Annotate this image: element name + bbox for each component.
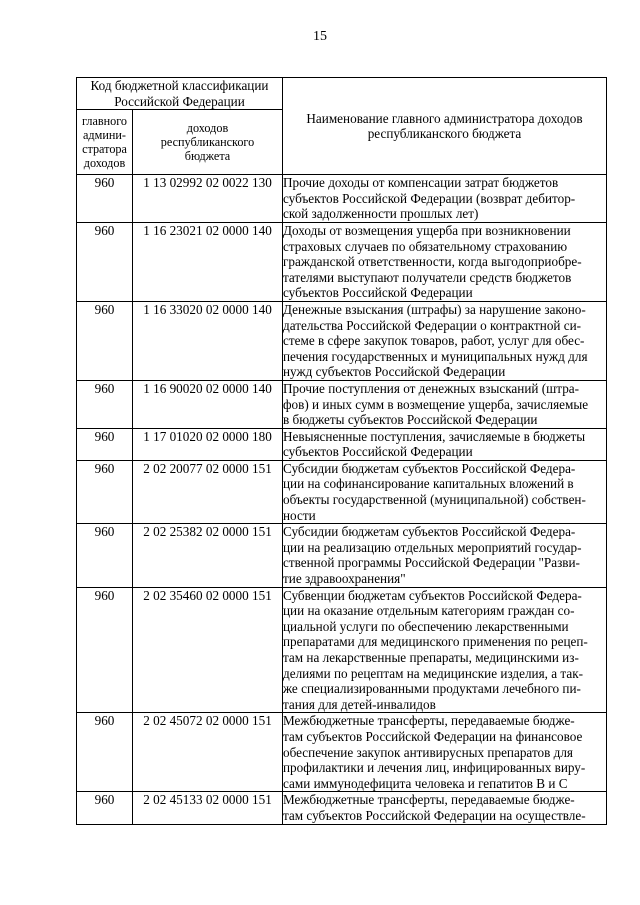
table-row (77, 587, 607, 713)
name-line: Межбюджетные трансферты, передаваемые бюдже- (283, 792, 575, 808)
name-line: страховых случаев по обязательному страхованию (283, 238, 568, 254)
name-line: нужд субъектов Российской Федерации (283, 364, 506, 380)
name-line: ственной программы Российской Федерации "Разви- (283, 555, 580, 571)
income-code-cell: 1 16 90020 02 0000 140 (133, 380, 283, 428)
name-line: тателями выступают получатели средств бюджетов (283, 269, 572, 285)
admin-code-cell: 960 (77, 222, 133, 301)
income-name-cell (283, 222, 607, 301)
income-name-cell (283, 587, 607, 713)
header-row-1 (77, 78, 607, 110)
name-line: субъектов Российской Федерации (283, 444, 473, 460)
name-line: гражданской ответственности, когда выгодоприобре- (283, 254, 582, 270)
name-line: ции на оказание отдельным категориям граждан со- (283, 603, 575, 619)
name-line: стеме в сфере закупок товаров, работ, услуг для обес- (283, 333, 585, 349)
income-name-cell (283, 428, 607, 460)
income-name-cell (283, 792, 607, 824)
name-line: тие здравоохранения" (283, 571, 406, 587)
name-line: циальной услуги по обеспечению лекарственными (283, 618, 569, 634)
income-name-cell (283, 713, 607, 792)
name-line: дательства Российской Федерации о контрактной си- (283, 317, 582, 333)
name-line: там субъектов Российской Федерации на осуществле- (283, 807, 586, 823)
header-income-column (133, 110, 283, 175)
name-line: Субсидии бюджетам субъектов Российской Федера- (283, 460, 576, 476)
header-line: Код бюджетной классификации (90, 78, 269, 93)
income-code-cell: 2 02 45072 02 0000 151 (133, 713, 283, 792)
header-group-budget-code (77, 78, 283, 110)
income-code-cell: 2 02 20077 02 0000 151 (133, 460, 283, 523)
income-name-cell (283, 460, 607, 523)
table-row (77, 792, 607, 824)
admin-code-cell: 960 (77, 380, 133, 428)
name-line: фов) и иных сумм в возмещение ущерба, зачисляемые (283, 396, 589, 412)
income-code-cell: 1 16 33020 02 0000 140 (133, 301, 283, 380)
name-line: субъектов Российской Федерации (283, 285, 473, 301)
table-row (77, 380, 607, 428)
income-code-cell: 1 17 01020 02 0000 180 (133, 428, 283, 460)
page-number: 15 (313, 29, 327, 44)
name-line: делиями по рецептам на медицинские изделия, а так- (283, 665, 584, 681)
table-row (77, 301, 607, 380)
admin-code-cell: 960 (77, 792, 133, 824)
name-line: Прочие поступления от денежных взысканий (штра- (283, 380, 580, 396)
name-line: Денежные взыскания (штрафы) за нарушение законо- (283, 301, 586, 317)
income-name-cell (283, 301, 607, 380)
header-line: админи- (83, 127, 126, 142)
income-code-cell: 1 13 02992 02 0022 130 (133, 175, 283, 223)
admin-code-cell: 960 (77, 460, 133, 523)
name-line: там субъектов Российской Федерации на финансовое (283, 728, 583, 744)
name-line: ции на софинансирование капитальных вложений в (283, 476, 574, 492)
income-code-cell: 2 02 35460 02 0000 151 (133, 587, 283, 713)
admin-code-cell: 960 (77, 428, 133, 460)
table-row (77, 713, 607, 792)
name-line: ции на реализацию отдельных мероприятий государ- (283, 539, 582, 555)
header-line: главного (81, 113, 128, 128)
table-row (77, 428, 607, 460)
admin-code-cell: 960 (77, 713, 133, 792)
name-line: Межбюджетные трансферты, передаваемые бюдже- (283, 713, 575, 729)
header-line: Российской Федерации (114, 93, 245, 109)
name-line: объекты государственной (муниципальной) собствен- (283, 492, 586, 508)
name-line: печения государственных и муниципальных нужд для (283, 348, 588, 364)
name-line: Невыясненные поступления, зачисляемые в бюджеты (283, 428, 586, 444)
admin-code-cell: 960 (77, 175, 133, 223)
name-line: в бюджеты субъектов Российской Федерации (283, 412, 538, 428)
name-line: сами иммунодефицита человека и гепатитов B и C (283, 775, 568, 791)
header-name-column (283, 78, 607, 175)
income-name-cell (283, 524, 607, 587)
admin-code-cell: 960 (77, 524, 133, 587)
name-line: ской задолженности прошлых лет) (283, 206, 479, 222)
name-line: там на лекарственные препараты, медицинскими из- (283, 650, 579, 665)
header-line: республиканского (160, 135, 255, 150)
income-code-cell: 1 16 23021 02 0000 140 (133, 222, 283, 301)
name-line: же специализированными продуктами лечебного пи- (283, 681, 581, 697)
table-row (77, 460, 607, 523)
income-code-cell: 2 02 25382 02 0000 151 (133, 524, 283, 587)
header-line: бюджета (184, 149, 231, 164)
name-line: ности (283, 507, 316, 523)
name-line: профилактики и лечения лиц, инфицированных виру- (283, 760, 586, 776)
table-row (77, 524, 607, 587)
header-line: республиканского бюджета (367, 126, 522, 142)
name-line: тания для детей-инвалидов (283, 696, 436, 712)
name-line: субъектов Российской Федерации (возврат дебитор- (283, 190, 576, 206)
header-line: доходов (186, 120, 229, 135)
name-line: обеспечение закупок антивирусных препаратов для (283, 744, 574, 760)
header-line: Наименование главного администратора доходов (306, 110, 583, 126)
name-line: Доходы от возмещения ущерба при возникновении (283, 222, 571, 238)
header-line: доходов (83, 156, 126, 171)
name-line: препаратами для медицинского применения по рецеп- (283, 634, 588, 650)
income-name-cell (283, 175, 607, 223)
budget-classification-table (76, 77, 607, 825)
name-line: Субвенции бюджетам субъектов Российской Федера- (283, 587, 582, 603)
header-line: стратора (82, 142, 127, 157)
name-line: Субсидии бюджетам субъектов Российской Федера- (283, 524, 576, 540)
table-row (77, 222, 607, 301)
name-line: Прочие доходы от компенсации затрат бюджетов (283, 175, 559, 191)
admin-code-cell: 960 (77, 301, 133, 380)
income-name-cell (283, 380, 607, 428)
header-admin-column (77, 110, 133, 175)
admin-code-cell: 960 (77, 587, 133, 713)
table-row (77, 175, 607, 223)
income-code-cell: 2 02 45133 02 0000 151 (133, 792, 283, 824)
